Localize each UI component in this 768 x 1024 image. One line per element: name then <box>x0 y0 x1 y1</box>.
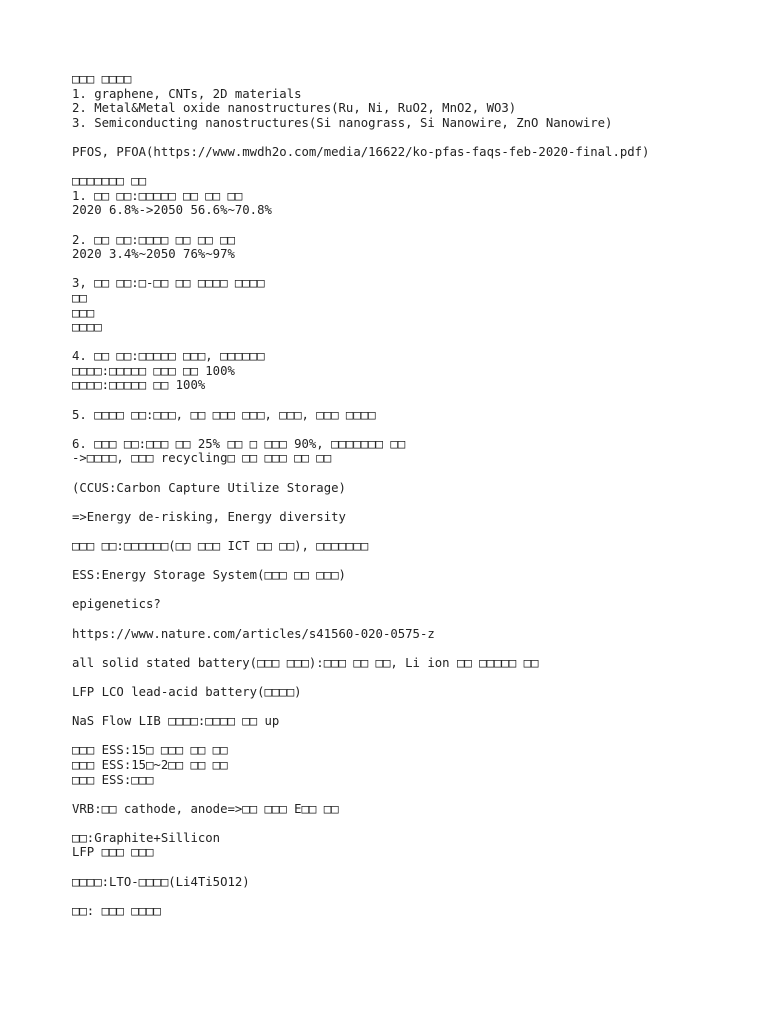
paragraph-gap <box>72 729 752 744</box>
paragraph-gap <box>72 466 752 481</box>
text-line: 3, □□ □□:□-□□ □□ □□□□ □□□□ <box>72 276 265 291</box>
text-line: □□□ □□:□□□□□□(□□ □□□ ICT □□ □□), □□□□□□□ <box>72 539 369 553</box>
text-line: epigenetics? <box>72 597 161 612</box>
paragraph-gap <box>72 787 752 802</box>
text-line: □□□ <box>72 305 95 320</box>
text-line: PFOS, PFOA(https://www.mwdh2o.com/media/16622/ko-pfas-faqs-feb-2020-final.pdf) <box>72 144 650 159</box>
text-line: □□□ ESS:15□ □□□ □□ □□ <box>72 743 228 758</box>
text-line: □□ <box>72 290 87 305</box>
text-line: □□□□:□□□□□ □□ 100% <box>72 378 206 393</box>
text-line: =>Energy de-risking, Energy diversity <box>72 509 346 524</box>
paragraph-gap <box>72 393 752 408</box>
paragraph-gap <box>72 670 752 685</box>
paragraph-gap <box>72 218 752 233</box>
paragraph-gap <box>72 262 752 277</box>
text-line: 2. Metal&Metal oxide nanostructures(Ru, Ni, RuO2, MnO2, WO3) <box>72 101 517 116</box>
text-line: ->□□□□, □□□ recycling□ □□ □□□ □□ □□ <box>72 451 332 466</box>
paragraph-gap <box>72 335 752 350</box>
text-line: □□□ ESS:□□□ <box>72 772 154 787</box>
text-line: 1. □□ □□:□□□□□ □□ □□ □□ <box>72 188 243 203</box>
text-line: NaS Flow LIB □□□□:□□□□ □□ up <box>72 714 280 729</box>
text-line: LFP LCO lead-acid battery(□□□□) <box>72 684 302 699</box>
text-line: □□□□□□□ □□ <box>72 174 147 189</box>
paragraph-gap <box>72 524 752 539</box>
paragraph-gap <box>72 554 752 569</box>
paragraph-gap <box>72 583 752 598</box>
paragraph-gap <box>72 130 752 145</box>
paragraph-gap <box>72 495 752 510</box>
text-line: 3. Semiconducting nanostructures(Si nanograss, Si Nanowire, ZnO Nanowire) <box>72 115 613 130</box>
text-line: 4. □□ □□:□□□□□ □□□, □□□□□□ <box>72 349 265 364</box>
text-line: 2020 3.4%~2050 76%~97% <box>72 247 235 262</box>
paragraph-gap <box>72 612 752 627</box>
text-line: □□□□:□□□□□ □□□ □□ 100% <box>72 363 235 378</box>
text-line: ESS:Energy Storage System(□□□ □□ □□□) <box>72 568 346 583</box>
text-line: □□□ □□□□ <box>72 72 132 86</box>
text-line: (CCUS:Carbon Capture Utilize Storage) <box>72 480 346 495</box>
text-line: 5. □□□□ □□:□□□, □□ □□□ □□□, □□□, □□□ □□□□ <box>72 407 376 422</box>
text-line: https://www.nature.com/articles/s41560-020-0575-z <box>72 626 435 641</box>
text-line: □□: □□□ □□□□ <box>72 903 161 918</box>
paragraph-gap <box>72 641 752 656</box>
document-body <box>72 72 752 918</box>
paragraph-gap <box>72 860 752 875</box>
text-line: □□:Graphite+Sillicon <box>72 830 221 845</box>
text-line: LFP □□□ □□□ <box>72 845 154 860</box>
paragraph-gap <box>72 816 752 831</box>
text-line: 2. □□ □□:□□□□ □□ □□ □□ <box>72 232 235 247</box>
text-line: □□□ ESS:15□~2□□ □□ □□ <box>72 757 228 772</box>
text-line: all solid stated battery(□□□ □□□):□□□ □□ □□, Li ion □□ □□□□□ □□ <box>72 655 539 670</box>
text-line: □□□□ <box>72 320 102 335</box>
text-line: 1. graphene, CNTs, 2D materials <box>72 86 302 101</box>
paragraph-gap <box>72 700 752 715</box>
text-line: 2020 6.8%->2050 56.6%~70.8% <box>72 203 272 218</box>
text-line: □□□□:LTO-□□□□(Li4Ti5O12) <box>72 874 250 889</box>
paragraph-gap <box>72 422 752 437</box>
paragraph-gap <box>72 160 752 175</box>
paragraph-gap <box>72 889 752 904</box>
text-line: 6. □□□ □□:□□□ □□ 25% □□ □ □□□ 90%, □□□□□□□ □□ <box>72 436 406 451</box>
text-line: VRB:□□ cathode, anode=>□□ □□□ E□□ □□ <box>72 801 339 816</box>
